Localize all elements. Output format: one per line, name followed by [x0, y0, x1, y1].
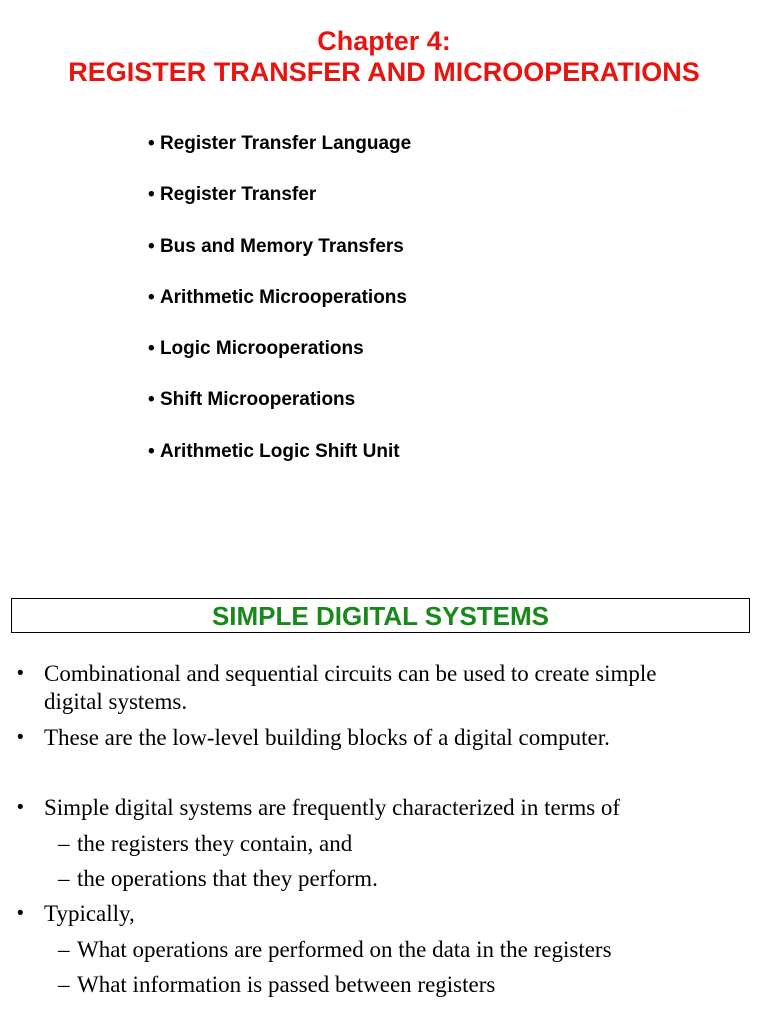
sub-point: – What information is passed between registers [58, 972, 496, 997]
topic-item: • Bus and Memory Transfers [148, 234, 411, 285]
bullet-dot: • [17, 903, 24, 924]
bullet-dot: • [17, 797, 24, 818]
topic-item: • Logic Microoperations [148, 336, 411, 387]
topic-item: • Register Transfer Language [148, 131, 411, 182]
bullet-dot: • [17, 727, 24, 748]
sub-point: – the registers they contain, and [58, 831, 353, 856]
bullet-dot: • [17, 663, 24, 684]
topic-item: • Shift Microoperations [148, 387, 411, 438]
sub-point-text: What operations are performed on the data in the registers [77, 937, 612, 962]
chapter-name: REGISTER TRANSFER AND MICROOPERATIONS [68, 57, 700, 87]
chapter-number: Chapter 4: [317, 26, 451, 56]
topic-item: • Arithmetic Logic Shift Unit [148, 439, 411, 490]
topic-item: • Register Transfer [148, 182, 411, 233]
sub-point: – What operations are performed on the data in the registers [58, 937, 612, 962]
sub-point-text: the registers they contain, and [77, 831, 353, 856]
bullet-text: Simple digital systems are frequently characterized in terms of [44, 795, 621, 820]
bullet-text: Combinational and sequential circuits can be used to create simple [44, 661, 657, 686]
section-heading: SIMPLE DIGITAL SYSTEMS [211, 601, 550, 631]
sub-point-text: the operations that they perform. [77, 866, 378, 891]
sub-point: – the operations that they perform. [58, 866, 378, 891]
bullet-text: These are the low-level building blocks of a digital computer. [44, 725, 610, 750]
topic-item: • Arithmetic Microoperations [148, 285, 411, 336]
sub-point-text: What information is passed between registers [77, 972, 496, 997]
bullet-text: Typically, [44, 901, 135, 926]
bullet-text-continued: digital systems. [44, 689, 188, 714]
